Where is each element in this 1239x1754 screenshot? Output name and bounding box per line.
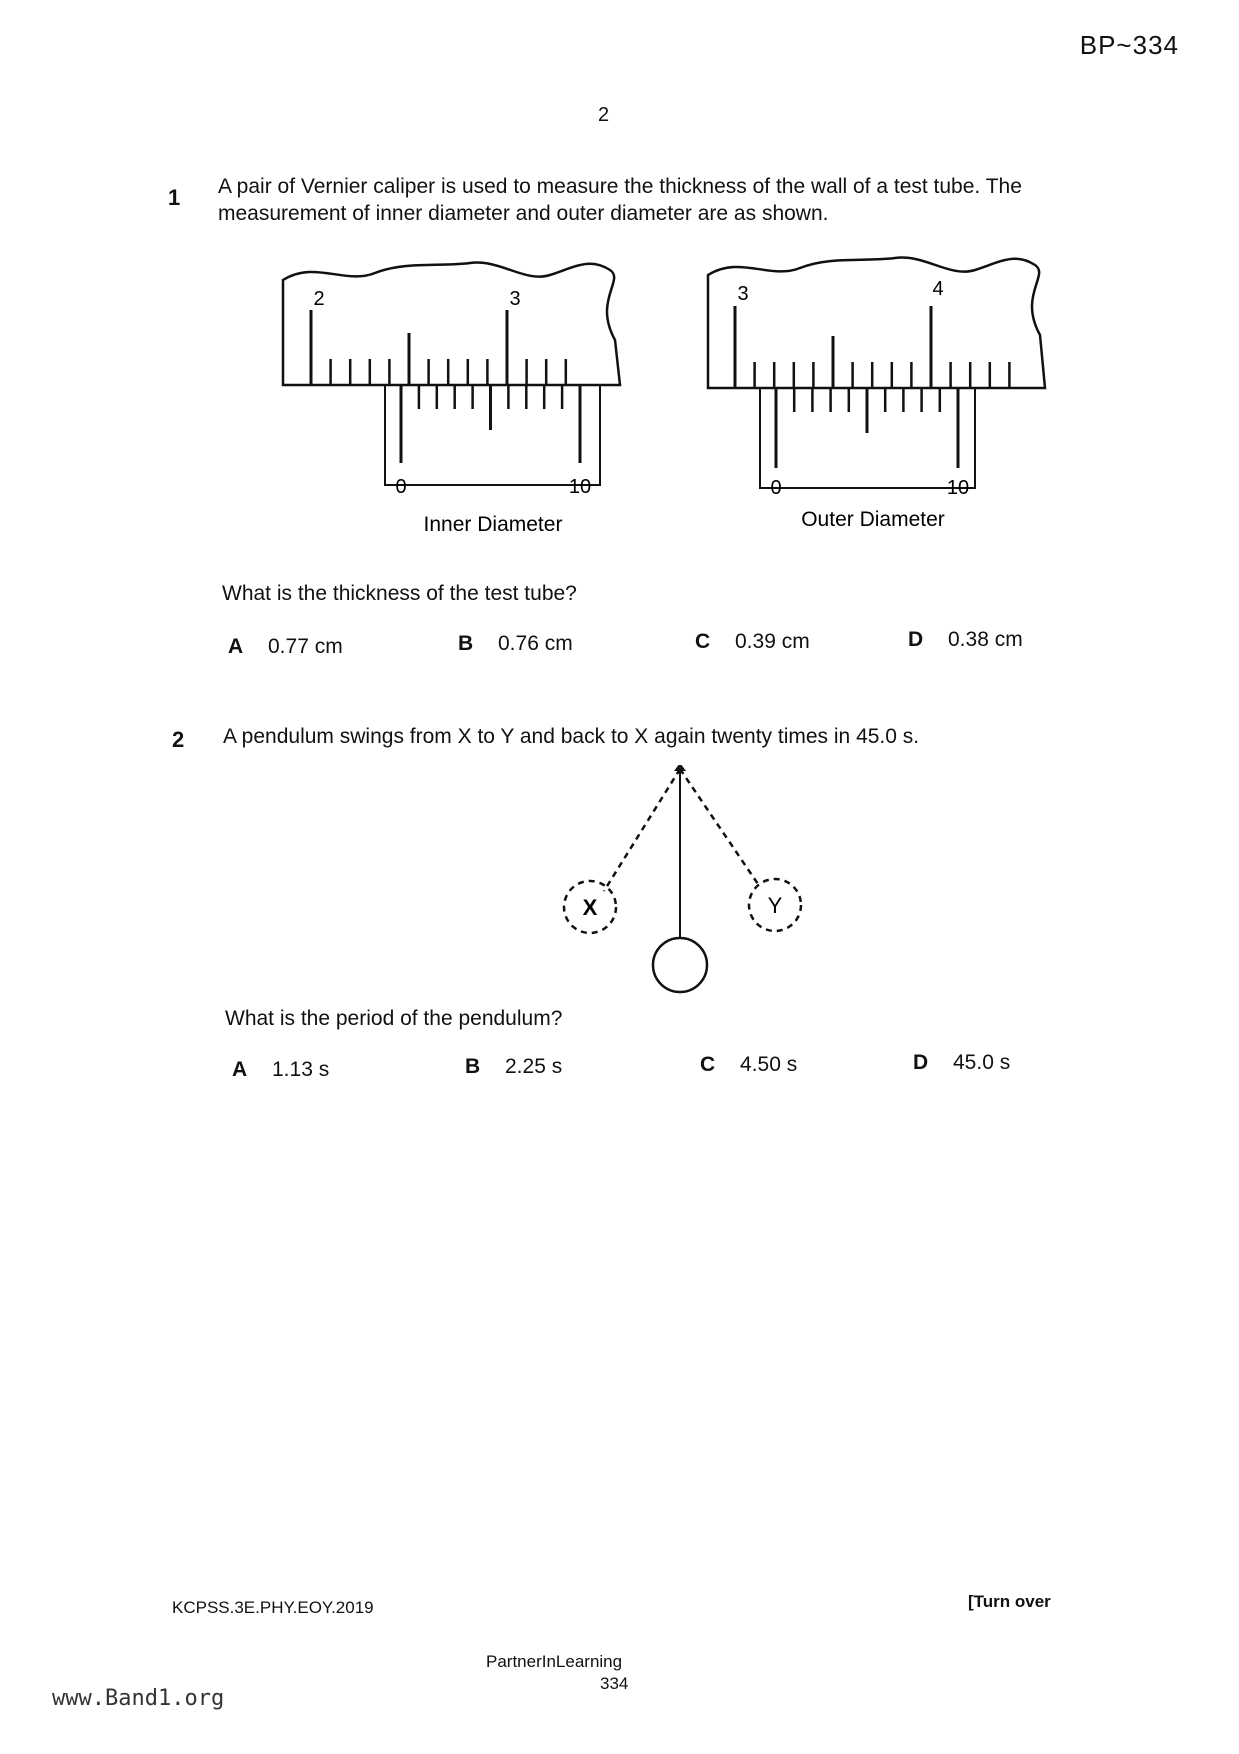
q1-option-a-letter: A bbox=[228, 635, 244, 658]
q1-option-c bbox=[695, 630, 810, 654]
q2-option-a bbox=[232, 1058, 329, 1082]
exam-code: KCPSS.3E.PHY.EOY.2019 bbox=[172, 1598, 374, 1617]
q1-option-d-text: 0.38 cm bbox=[948, 628, 1023, 651]
question-2-number: 2 bbox=[172, 727, 185, 752]
position-x-label: X bbox=[582, 895, 598, 920]
inner-main-scale-outline bbox=[283, 263, 620, 385]
q2-option-c-text: 4.50 s bbox=[740, 1053, 798, 1076]
q2-option-c bbox=[700, 1053, 797, 1077]
inner-diameter-caliper bbox=[275, 255, 655, 545]
string-to-y-dashed bbox=[680, 769, 760, 887]
outer-main-scale-ticks bbox=[735, 306, 1009, 388]
pendulum-diagram bbox=[520, 765, 840, 1005]
q1-option-d-letter: D bbox=[908, 628, 924, 651]
q2-option-d-letter: D bbox=[913, 1051, 929, 1074]
q1-option-d bbox=[908, 628, 1023, 652]
outer-main-label-3: 3 bbox=[737, 283, 749, 305]
question-1-prompt: What is the thickness of the test tube? bbox=[222, 582, 577, 605]
q2-option-b bbox=[465, 1055, 562, 1079]
outer-vernier-label-0: 0 bbox=[770, 477, 782, 499]
outer-diameter-caption: Outer Diameter bbox=[801, 508, 945, 531]
q1-option-a bbox=[228, 635, 343, 659]
q1-option-c-letter: C bbox=[695, 630, 711, 653]
q2-option-b-letter: B bbox=[465, 1055, 481, 1078]
q1-option-b bbox=[458, 632, 573, 656]
page-number: 2 bbox=[598, 104, 610, 126]
string-to-x-dashed bbox=[604, 769, 680, 891]
inner-vernier-label-10: 10 bbox=[568, 476, 592, 498]
partner-page: 334 bbox=[600, 1674, 629, 1693]
question-2-text: A pendulum swings from X to Y and back to X again twenty times in 45.0 s. bbox=[223, 725, 920, 748]
q2-option-b-text: 2.25 s bbox=[505, 1055, 563, 1078]
pendulum-bob bbox=[653, 938, 707, 992]
q1-option-c-text: 0.39 cm bbox=[735, 630, 810, 653]
q1-option-b-letter: B bbox=[458, 632, 474, 655]
outer-main-scale-outline bbox=[708, 258, 1045, 388]
inner-vernier-outline bbox=[385, 385, 600, 485]
question-1-number: 1 bbox=[168, 185, 181, 210]
inner-main-label-3: 3 bbox=[509, 288, 521, 310]
question-1-text-line2: measurement of inner diameter and outer diameter are as shown. bbox=[218, 202, 829, 225]
position-y-label: Y bbox=[767, 893, 783, 918]
outer-vernier-label-10: 10 bbox=[946, 477, 970, 499]
watermark: www.Band1.org bbox=[52, 1686, 225, 1711]
paper-code: BP~334 bbox=[1079, 30, 1179, 60]
question-2-prompt: What is the period of the pendulum? bbox=[225, 1007, 563, 1030]
outer-main-label-4: 4 bbox=[932, 278, 944, 300]
q2-option-c-letter: C bbox=[700, 1053, 716, 1076]
partner-name: PartnerInLearning bbox=[486, 1652, 623, 1671]
inner-main-scale-ticks bbox=[311, 310, 566, 385]
outer-vernier-ticks bbox=[776, 388, 958, 468]
q2-option-a-letter: A bbox=[232, 1058, 248, 1081]
question-1-text bbox=[218, 173, 1022, 227]
q1-option-b-text: 0.76 cm bbox=[498, 632, 573, 655]
q2-option-a-text: 1.13 s bbox=[272, 1058, 330, 1081]
q1-option-a-text: 0.77 cm bbox=[268, 635, 343, 658]
inner-vernier-label-0: 0 bbox=[395, 476, 407, 498]
q2-option-d bbox=[913, 1051, 1010, 1075]
inner-vernier-ticks bbox=[401, 385, 580, 463]
question-1-text-line1: A pair of Vernier caliper is used to measure the thickness of the wall of a test tube. The bbox=[218, 175, 1022, 198]
outer-diameter-caliper bbox=[700, 250, 1080, 540]
turn-over: [Turn over bbox=[968, 1592, 1051, 1611]
q2-option-d-text: 45.0 s bbox=[953, 1051, 1011, 1074]
inner-diameter-caption: Inner Diameter bbox=[423, 513, 563, 536]
inner-main-label-2: 2 bbox=[313, 288, 325, 310]
